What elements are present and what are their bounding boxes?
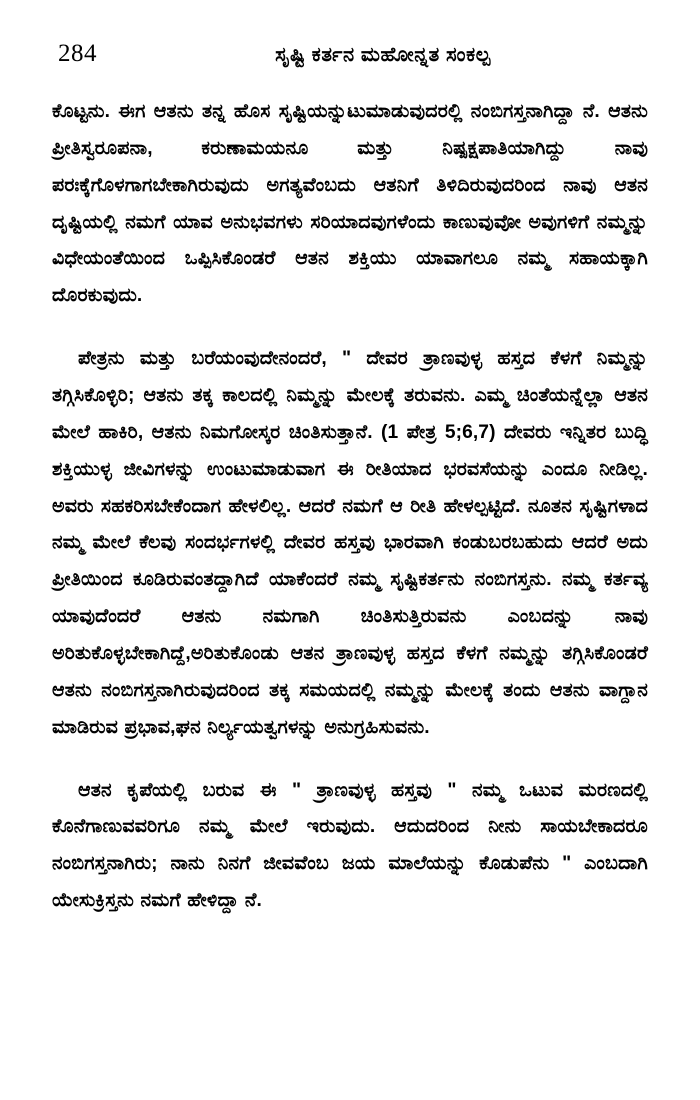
paragraph: ಪೇತ್ರನು ಮತ್ತು ಬರೆಯಂವುದೇನಂದರೆ, " ದೇವರ ತ್ರಾಣವುಳ್ಳ ಹಸ್ತದ ಕೆಳಗೆ ನಿಮ್ಮನ್ನು ತಗ್ಗಿಸಿಕೊಳ್ಳಿರಿ; ಆತನು ತಕ್ಕ ಕಾಲದಲ್ಲಿ ನಿಮ್ಮನ್ನು ಮೇಲಕ್ಕೆ ತರುವನು. ಎಮ್ಮ ಚಿಂತೆಯನ್ನೆಲ್ಲಾ ಆತನ ಮೇಲೆ ಹಾಕಿರಿ, ಆತನು ನಿಮಗೋಸ್ಕರ ಚಿಂತಿಸುತ್ತಾನೆ. (1 ಪೇತ್ರ 5;6,7) ದೇವರು ಇನ್ನಿತರ ಬುದ್ಧಿ ಶಕ್ತಿಯುಳ್ಳ ಜೀವಿಗಳನ್ನು ಉಂಟುಮಾಡುವಾಗ ಈ ರೀತಿಯಾದ ಭರವಸೆಯನ್ನು ಎಂದೂ ನೀಡಿಲ್ಲ. ಅವರು ಸಹಕರಿಸಬೇಕೆಂದಾಗ ಹೇಳಲಿಲ್ಲ. ಆದರೆ ನಮಗೆ ಆ ರೀತಿ ಹೇಳಲ್ಪಟ್ಟಿದೆ. ನೂತನ ಸೃಷ್ಟಿಗಳಾದ ನಮ್ಮ ಮೇಲೆ ಕೆಲವು ಸಂದರ್ಭಗಳಲ್ಲಿ ದೇವರ ಹಸ್ತವು ಭಾರವಾಗಿ ಕಂಡುಬರಬಹುದು ಆದರೆ ಅದು ಪ್ರೀತಿಯಿಂದ ಕೂಡಿರುವಂತದ್ದಾಗಿದೆ ಯಾಕೆಂದರೆ ನಮ್ಮ ಸೃಷ್ಟಿಕರ್ತನು ನಂಬಿಗಸ್ತನು. ನಮ್ಮ ಕರ್ತವ್ಯ ಯಾವುದೆಂದರೆ ಆತನು ನಮಗಾಗಿ ಚಿಂತಿಸುತ್ತಿರುವನು ಎಂಬದನ್ನು ನಾವು ಅರಿತುಕೊಳ್ಳಬೇಕಾಗಿದ್ದೆ,ಅರಿತುಕೊಂಡು ಆತನ ತ್ರಾಣವುಳ್ಳ ಹಸ್ತದ ಕೆಳಗೆ ನಮ್ಮನ್ನು ತಗ್ಗಿಸಿಕೊಂಡರೆ ಆತನು ನಂಬಿಗಸ್ತನಾಗಿರುವುದರಿಂದ ತಕ್ಕ ಸಮಯದಲ್ಲಿ ನಮ್ಮನ್ನು ಮೇಲಕ್ಕೆ ತಂದು ಆತನು ವಾಗ್ದಾನ ಮಾಡಿರುವ ಪ್ರಭಾವ,ಘನ ನಿರ್ಲ್ಯಯತ್ವಗಳನ್ನು ಅನುಗ್ರಹಿಸುವನು. [52, 348, 648, 738]
paragraph: ಆತನ ಕೃಪೆಯಲ್ಲಿ ಬರುವ ಈ " ತ್ರಾಣವುಳ್ಳ ಹಸ್ತವು " ನಮ್ಮ ಒಟುವ ಮರಣದಲ್ಲಿ ಕೊನೆಗಾಣುವವರಿಗೂ ನಮ್ಮ ಮೇಲೆ ಇರುವುದು. ಆದುದರಿಂದ ನೀನು ಸಾಯಬೇಕಾದರೂ ನಂಬಿಗಸ್ತನಾಗಿರು; ನಾನು ನಿನಗೆ ಜೀವವೆಂಬ ಜಯ ಮಾಲೆಯನ್ನು ಕೊಡುಪೆನು " ಎಂಬದಾಗಿ ಯೇಸುಕ್ರಿಸ್ತನು ನಮಗೆ ಹೇಳಿದ್ದಾ ನೆ. [52, 779, 648, 912]
paragraph: ಕೊಟ್ಟನು. ಈಗ ಆತನು ತನ್ನ ಹೊಸ ಸೃಷ್ಟಿಯನ್ನುಟುಮಾಡುವುದರಲ್ಲಿ ನಂಬಿಗಸ್ತನಾಗಿದ್ದಾ ನೆ. ಆತನು ಪ್ರೀತಿಸ್ವರೂಪನಾ, ಕರುಣಾಮಯನೂ ಮತ್ತು ನಿಷ್ಪಕ್ಷಪಾತಿಯಾಗಿದ್ದು ನಾವು ಪರಃಕ್ಕೆಗೊಳಗಾಗಬೇಕಾಗಿರುವುದು ಅಗತ್ಯವೆಂಬದು ಆತನಿಗೆ ತಿಳಿದಿರುವುದರಿಂದ ನಾವು ಆತನ ದೃಷ್ಟಿಯಲ್ಲಿ ನಮಗೆ ಯಾವ ಅನುಭವಗಳು ಸರಿಯಾದವುಗಳೆಂದು ಕಾಣುವುವೋ ಅವುಗಳಿಗೆ ನಮ್ಮನ್ನು ವಿಧೇಯಂತೆಯಿಂದ ಒಪ್ಪಿಸಿಕೊಂಡರೆ ಆತನ ಶಕ್ತಿಯು ಯಾವಾಗಲೂ ನಮ್ಮ ಸಹಾಯಕ್ಕಾಗಿ ದೊರಕುವುದು. [52, 101, 648, 307]
page-header [52, 40, 648, 80]
page-number: 284 [58, 40, 97, 67]
body-text [52, 94, 648, 920]
running-head: ಸೃಷ್ಟಿ ಕರ್ತನ ಮಹೋನ್ನತ ಸಂಕಲ್ಪ [275, 44, 491, 66]
